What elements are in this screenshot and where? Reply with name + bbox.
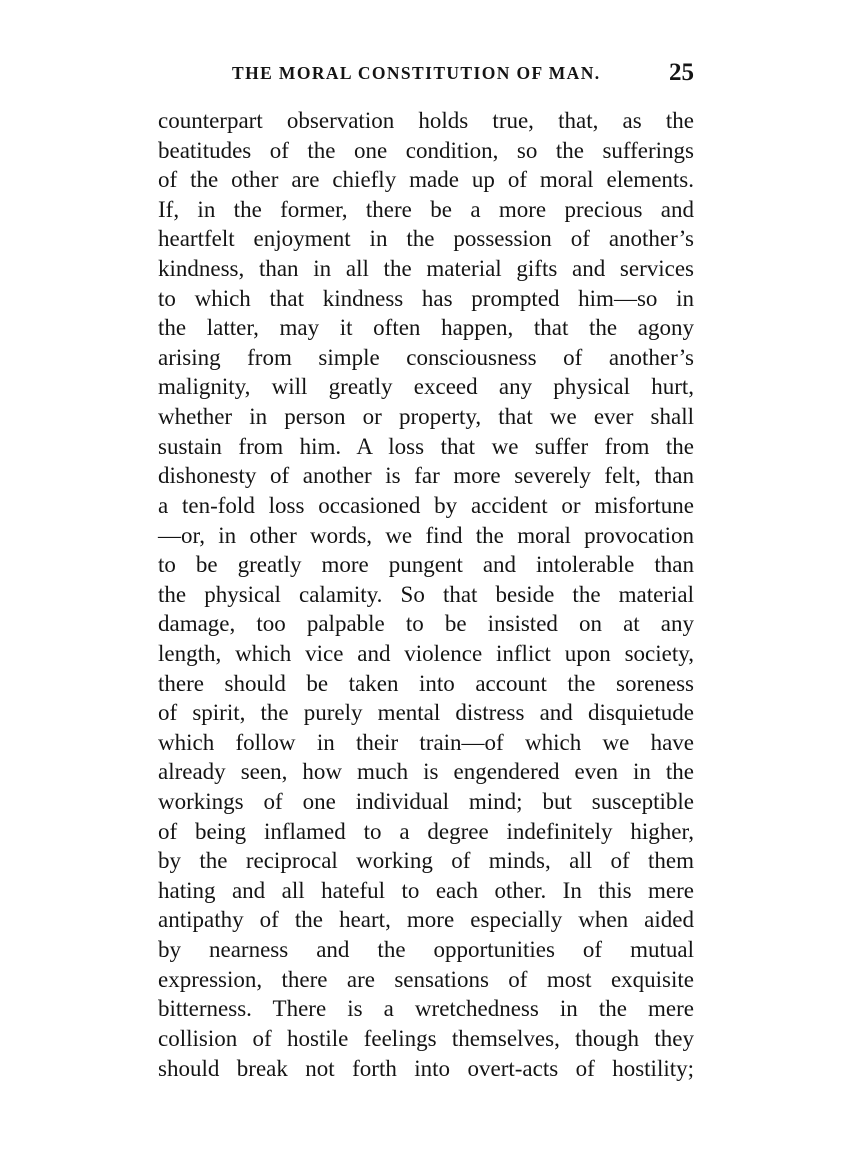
text-line: the latter, may it often happen, that the agony [158,315,694,341]
text-line: which follow in their train—of which we have [158,729,694,755]
text-line: arising from simple consciousness of another’s [158,344,694,370]
text-line: collision of hostile feelings themselves, though they [158,1025,694,1051]
running-title: THE MORAL CONSTITUTION OF MAN. [232,63,601,83]
text-line: heartfelt enjoyment in the possession of another’s [158,226,694,252]
text-line: kindness, than in all the material gifts and services [158,256,694,282]
text-line: hating and all hateful to each other. In this mere [158,877,694,903]
text-line: counterpart observation holds true, that, as the [158,108,694,133]
text-line: expression, there are sensations of most exquisite [158,966,694,992]
text-line: there should be taken into account the soreness [158,670,694,696]
text-line: If, in the former, there be a more precious and [158,196,694,222]
text-line: by the reciprocal working of minds, all of them [158,848,694,874]
text-line: —or, in other words, we find the moral provocation [158,522,694,548]
text-line: whether in person or property, that we ever shall [158,404,694,430]
body-text [158,106,694,1083]
text-line: workings of one individual mind; but susceptible [158,789,694,815]
text-line: of being inflamed to a degree indefinitely higher, [158,818,694,844]
text-line: malignity, will greatly exceed any physical hurt, [158,374,694,400]
text-line: length, which vice and violence inflict upon society, [158,640,694,666]
text-line: sustain from him. A loss that we suffer from the [158,433,694,459]
text-line: should break not forth into overt-acts of hostility; [158,1055,694,1081]
text-line: dishonesty of another is far more severely felt, than [158,463,694,489]
text-line: to be greatly more pungent and intolerable than [158,552,694,578]
text-line: antipathy of the heart, more especially when aided [158,907,694,933]
text-line: by nearness and the opportunities of mutual [158,937,694,963]
text-line: of spirit, the purely mental distress and disquietude [158,700,694,726]
text-line: damage, too palpable to be insisted on at any [158,611,694,637]
text-line: of the other are chiefly made up of moral elements. [158,167,694,193]
text-line: the physical calamity. So that beside the material [158,581,694,607]
page-number: 25 [669,59,694,86]
running-head [158,60,694,90]
text-line: a ten-fold loss occasioned by accident or misfortune [158,492,694,518]
text-line: already seen, how much is engendered even in the [158,759,694,785]
text-line: beatitudes of the one condition, so the sufferings [158,137,694,163]
text-line: to which that kindness has prompted him—so in [158,285,694,311]
text-line: bitterness. There is a wretchedness in the mere [158,996,694,1022]
